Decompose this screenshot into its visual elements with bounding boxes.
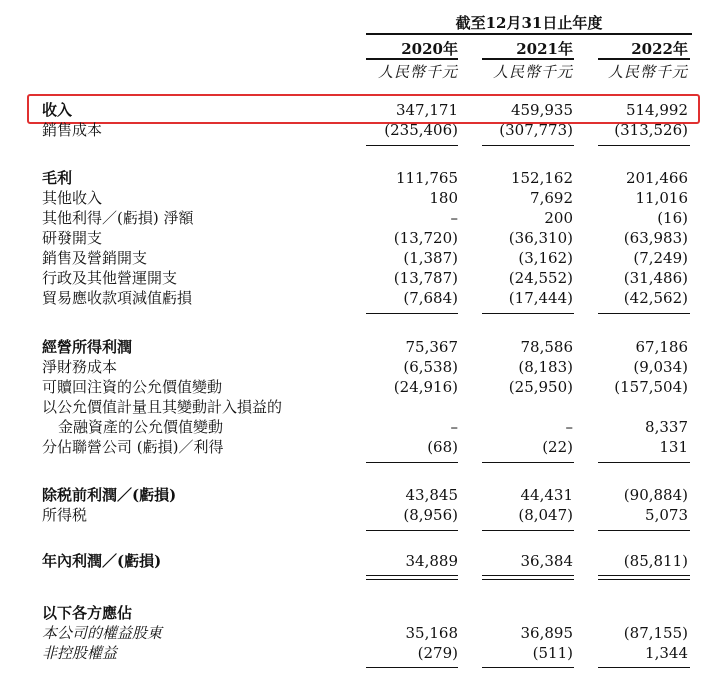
table-row (0, 506, 712, 525)
table-row (0, 624, 712, 643)
table-row-attributable-to (0, 604, 712, 623)
value-2020: (13,787) (393, 269, 458, 287)
year-underline-2020 (366, 58, 458, 60)
value-2021: 459,935 (510, 101, 573, 119)
value-2020: 75,367 (405, 338, 458, 356)
table-row-operating-profit (0, 338, 712, 357)
value-2020: (13,720) (393, 229, 458, 247)
row-label: 年內利潤／(虧損) (42, 552, 162, 570)
value-2022: (87,155) (623, 624, 688, 642)
value-2020: (24,916) (393, 378, 458, 396)
row-label: 其他利得／(虧損) 淨額 (42, 209, 194, 227)
value-2020: 180 (429, 189, 458, 207)
period-header: 截至12月31日止年度 (455, 14, 603, 32)
unit-2020: 人民幣千元 (377, 63, 458, 81)
subtotal-rule-2022 (598, 313, 690, 314)
table-row (0, 229, 712, 248)
period-underline (366, 33, 692, 35)
value-2021: (8,047) (518, 506, 573, 524)
row-label: 貿易應收款項減值虧損 (42, 289, 193, 307)
total-double-rule-2022 (598, 575, 690, 576)
table-row (0, 358, 712, 377)
row-label: 本公司的權益股東 (42, 624, 163, 642)
subtotal-rule-2021 (482, 313, 574, 314)
value-2022: 11,016 (635, 189, 688, 207)
value-2021: (307,773) (499, 121, 573, 139)
table-row-profit-before-tax (0, 486, 712, 505)
value-2022: 8,337 (645, 418, 688, 436)
value-2022: (313,526) (614, 121, 688, 139)
subtotal-rule-2021 (482, 462, 574, 463)
subtotal-rule-2021 (482, 530, 574, 531)
value-2022: 201,466 (625, 169, 688, 187)
row-label: 淨財務成本 (42, 358, 118, 376)
year-2020-header: 2020年 (401, 40, 458, 58)
subtotal-rule-2020 (366, 313, 458, 314)
table-row-profit-for-year (0, 552, 712, 571)
table-row (0, 289, 712, 308)
value-2020: 347,171 (395, 101, 458, 119)
value-2020: (7,684) (403, 289, 458, 307)
value-2020: – (450, 418, 458, 436)
value-2021: 152,162 (510, 169, 573, 187)
value-2021: (511) (532, 644, 573, 662)
value-2021: (24,552) (508, 269, 573, 287)
table-row (0, 189, 712, 208)
value-2020: (68) (427, 438, 458, 456)
subtotal-rule-2020 (366, 145, 458, 146)
value-2021: 44,431 (520, 486, 573, 504)
value-2022: (16) (657, 209, 688, 227)
table-row (0, 249, 712, 268)
value-2022: (90,884) (623, 486, 688, 504)
table-row (0, 269, 712, 288)
value-2021: 200 (544, 209, 573, 227)
value-2022: 1,344 (645, 644, 688, 662)
value-2022: (31,486) (623, 269, 688, 287)
table-row (0, 438, 712, 457)
subtotal-rule-2022 (598, 462, 690, 463)
value-2022: (9,034) (633, 358, 688, 376)
value-2020: (1,387) (403, 249, 458, 267)
bottom-rule-2020 (366, 667, 458, 668)
value-2020: (6,538) (403, 358, 458, 376)
value-2021: – (565, 418, 573, 436)
row-label: 收入 (42, 101, 73, 119)
row-label: 非控股權益 (42, 644, 118, 662)
unit-2022: 人民幣千元 (607, 63, 688, 81)
value-2021: (36,310) (508, 229, 573, 247)
value-2021: 36,895 (520, 624, 573, 642)
subtotal-rule-2020 (366, 530, 458, 531)
value-2021: 7,692 (530, 189, 573, 207)
value-2021: 36,384 (520, 552, 573, 570)
table-row (0, 644, 712, 663)
row-label: 以下各方應佔 (42, 604, 133, 622)
row-label: 研發開支 (42, 229, 103, 247)
value-2021: (8,183) (518, 358, 573, 376)
value-2020: (235,406) (384, 121, 458, 139)
year-2021-header: 2021年 (516, 40, 573, 58)
value-2021: (25,950) (508, 378, 573, 396)
year-2022-header: 2022年 (631, 40, 688, 58)
value-2022: 5,073 (645, 506, 688, 524)
value-2022: (42,562) (623, 289, 688, 307)
value-2021: (22) (542, 438, 573, 456)
value-2020: 111,765 (395, 169, 458, 187)
row-label: 行政及其他營運開支 (42, 269, 178, 287)
table-row (0, 418, 712, 437)
subtotal-rule-2021 (482, 145, 574, 146)
row-label: 分佔聯營公司 (虧損)／利得 (42, 438, 224, 456)
table-row (0, 398, 712, 417)
value-2020: 34,889 (405, 552, 458, 570)
row-label: 其他收入 (42, 189, 103, 207)
value-2020: (279) (417, 644, 458, 662)
value-2021: 78,586 (520, 338, 573, 356)
bottom-rule-2021 (482, 667, 574, 668)
value-2022: 67,186 (635, 338, 688, 356)
year-underline-2022 (598, 58, 690, 60)
row-label: 除税前利潤／(虧損) (42, 486, 177, 504)
row-label: 經營所得利潤 (42, 338, 133, 356)
row-label: 毛利 (42, 169, 73, 187)
value-2020: 43,845 (405, 486, 458, 504)
value-2020: 35,168 (405, 624, 458, 642)
value-2022: 131 (659, 438, 688, 456)
bottom-rule-2022 (598, 667, 690, 668)
value-2020: (8,956) (403, 506, 458, 524)
subtotal-rule-2022 (598, 530, 690, 531)
value-2022: (85,811) (623, 552, 688, 570)
row-label: 金融資產的公允價值變動 (58, 418, 224, 436)
value-2021: (3,162) (518, 249, 573, 267)
total-double-rule-2022 (598, 579, 690, 580)
value-2022: (63,983) (623, 229, 688, 247)
table-row-revenue (0, 101, 712, 120)
total-double-rule-2021 (482, 575, 574, 576)
year-underline-2021 (482, 58, 574, 60)
value-2020: – (450, 209, 458, 227)
value-2022: (157,504) (614, 378, 688, 396)
row-label: 可贖回注資的公允價值變動 (42, 378, 223, 396)
table-row-gross-profit (0, 169, 712, 188)
unit-2021: 人民幣千元 (492, 63, 573, 81)
row-label: 銷售成本 (42, 121, 103, 139)
total-double-rule-2020 (366, 575, 458, 576)
row-label: 以公允價值計量且其變動計入損益的 (42, 398, 283, 416)
total-double-rule-2020 (366, 579, 458, 580)
subtotal-rule-2020 (366, 462, 458, 463)
row-label: 所得税 (42, 506, 88, 524)
row-label: 銷售及營銷開支 (42, 249, 148, 267)
total-double-rule-2021 (482, 579, 574, 580)
value-2022: 514,992 (625, 101, 688, 119)
table-row (0, 209, 712, 228)
table-row-cost-of-sales (0, 121, 712, 140)
value-2022: (7,249) (633, 249, 688, 267)
table-row (0, 378, 712, 397)
subtotal-rule-2022 (598, 145, 690, 146)
value-2021: (17,444) (508, 289, 573, 307)
